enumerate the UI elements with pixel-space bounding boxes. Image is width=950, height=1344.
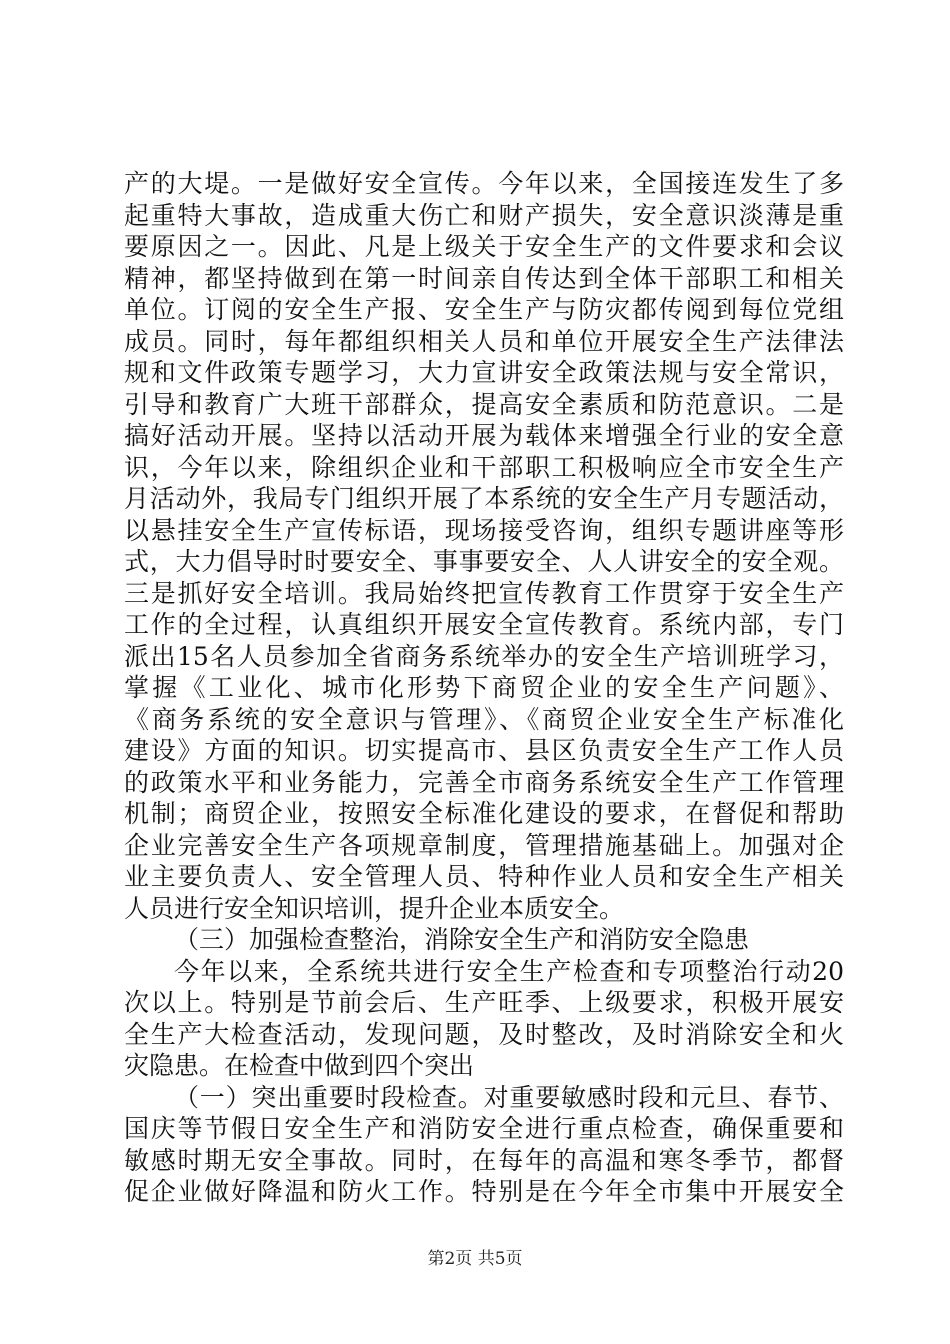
text-line: 掌握《工业化、城市化形势下商贸企业的安全生产问题》、 bbox=[124, 673, 844, 702]
text-line: 产的大堤。一是做好安全宣传。今年以来，全国接连发生了多 bbox=[124, 169, 844, 198]
text-line: 要原因之一。因此、凡是上级关于安全生产的文件要求和会议 bbox=[124, 232, 844, 261]
text-line: 全生产大检查活动，发现问题，及时整改，及时消除安全和火 bbox=[124, 1019, 844, 1049]
text-line: 《商务系统的安全意识与管理》、《商贸企业安全生产标准化 bbox=[124, 704, 844, 734]
text-line: 式，大力倡导时时要安全、事事要安全、人人讲安全的安全观。 bbox=[124, 547, 844, 576]
text-line: 起重特大事故，造成重大伤亡和财产损失，安全意识淡薄是重 bbox=[124, 200, 844, 230]
text-line: 促企业做好降温和防火工作。特别是在今年全市集中开展安全 bbox=[124, 1177, 844, 1206]
paragraph-first-line: （一）突出重要时段检查。对重要敏感时段和元旦、春节、 bbox=[174, 1082, 844, 1112]
text-line: 以悬挂安全生产宣传标语，现场接受咨询，组织专题讲座等形 bbox=[124, 515, 844, 545]
text-line: 的政策水平和业务能力，完善全市商务系统安全生产工作管理 bbox=[124, 767, 844, 797]
body-text bbox=[124, 168, 844, 1208]
text-line: 次以上。特别是节前会后、生产旺季、上级要求，积极开展安 bbox=[124, 988, 844, 1017]
text-line: 精神，都坚持做到在第一时间亲自传达到全体干部职工和相关 bbox=[124, 263, 844, 293]
text-line: 国庆等节假日安全生产和消防安全进行重点检查，确保重要和 bbox=[124, 1114, 844, 1143]
text-line: 派出15名人员参加全省商务系统举办的安全生产培训班学习， bbox=[124, 641, 844, 671]
text-line: 单位。订阅的安全生产报、安全生产与防灾都传阅到每位党组 bbox=[124, 295, 844, 324]
text-line: 机制；商贸企业，按照安全标准化建设的要求，在督促和帮助 bbox=[124, 799, 844, 828]
text-line: 工作的全过程，认真组织开展安全宣传教育。系统内部，专门 bbox=[124, 610, 844, 639]
text-line: 引导和教育广大班干部群众，提高安全素质和防范意识。二是 bbox=[124, 389, 844, 419]
paragraph-first-line: 今年以来，全系统共进行安全生产检查和专项整治行动20 bbox=[174, 956, 844, 986]
text-line: 业主要负责人、安全管理人员、特种作业人员和安全生产相关 bbox=[124, 862, 844, 891]
section-heading: （三）加强检查整治，消除安全生产和消防安全隐患 bbox=[174, 925, 750, 954]
text-line: 搞好活动开展。坚持以活动开展为载体来增强全行业的安全意 bbox=[124, 421, 844, 450]
text-line: 月活动外，我局专门组织开展了本系统的安全生产月专题活动， bbox=[124, 484, 844, 513]
text-line: 敏感时期无安全事故。同时，在每年的高温和寒冬季节，都督 bbox=[124, 1145, 844, 1175]
text-line: 三是抓好安全培训。我局始终把宣传教育工作贯穿于安全生产 bbox=[124, 578, 844, 608]
text-line: 识，今年以来，除组织企业和干部职工积极响应全市安全生产 bbox=[124, 452, 844, 482]
text-line: 规和文件政策专题学习，大力宣讲安全政策法规与安全常识， bbox=[124, 358, 844, 387]
text-line: 灾隐患。在检查中做到四个突出 bbox=[124, 1051, 475, 1080]
text-line: 建设》方面的知识。切实提高市、县区负责安全生产工作人员 bbox=[124, 736, 844, 765]
text-line: 人员进行安全知识培训，提升企业本质安全。 bbox=[124, 893, 625, 923]
text-line: 企业完善安全生产各项规章制度，管理措施基础上。加强对企 bbox=[124, 830, 844, 860]
text-line: 成员。同时，每年都组织相关人员和单位开展安全生产法律法 bbox=[124, 326, 844, 356]
page-number-footer: 第2页 共5页 bbox=[427, 1249, 523, 1269]
